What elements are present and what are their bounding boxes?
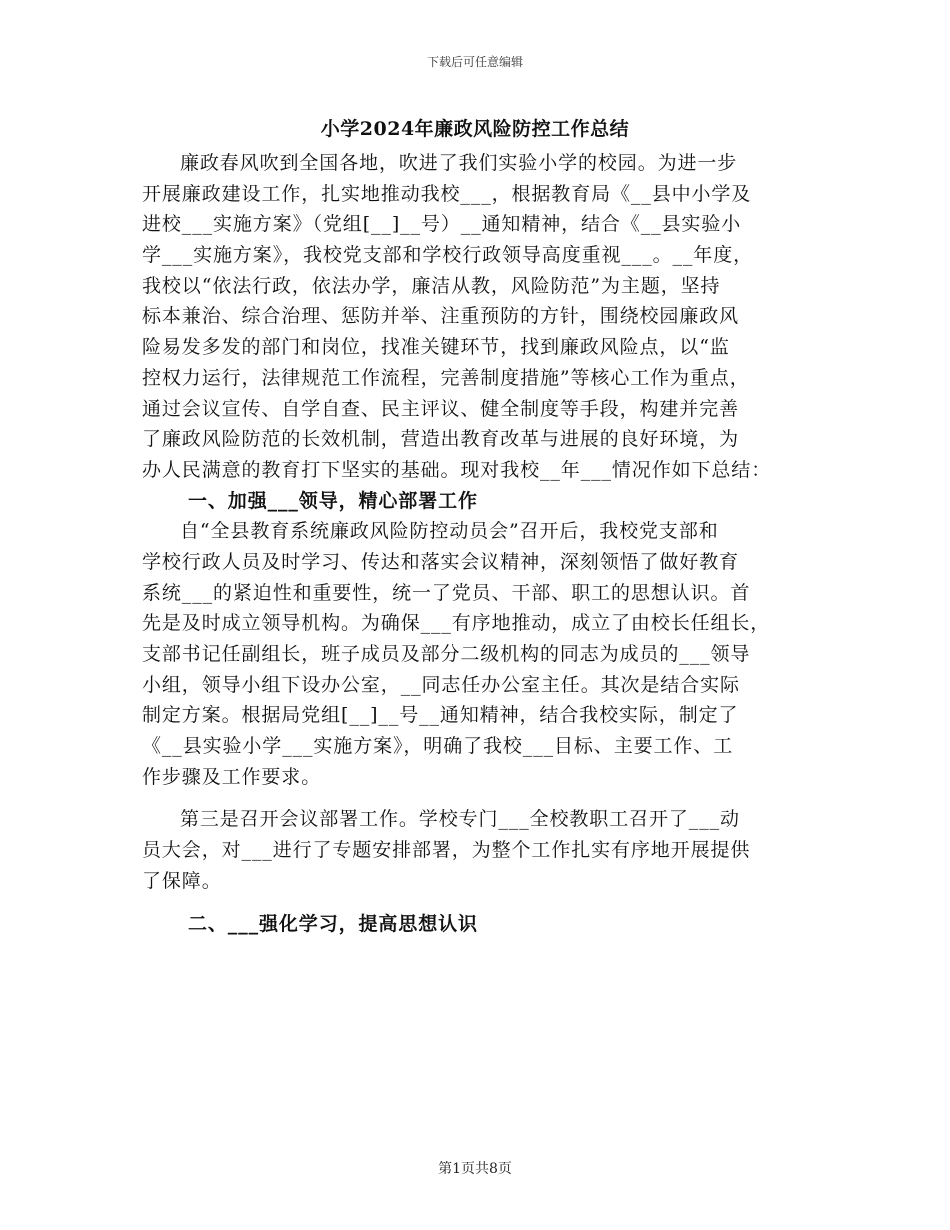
header-note: 下载后可任意编辑 <box>426 55 523 69</box>
text-line: 小组，领导小组下设办公室，__同志任办公室主任。其次是结合实际 <box>142 673 740 696</box>
page-footer: 第1页共8页 <box>438 1161 512 1177</box>
text-line: 支部书记任副组长，班子成员及部分二级机构的同志为成员的___领导 <box>142 643 751 665</box>
text-line: 员大会，对___进行了专题安排部署，为整个工作扎实有序地开展提供 <box>142 839 751 862</box>
text-line: 险易发多发的部门和岗位，找准关键环节，找到廉政风险点，以“监 <box>142 336 730 359</box>
paragraph-section-1 <box>142 516 814 792</box>
text-line: 制定方案。根据局党组[__]__号__通知精神，结合我校实际，制定了 <box>142 704 739 727</box>
text-line: 了廉政风险防范的长效机制，营造出教育改革与进展的良好环境，为 <box>142 428 740 451</box>
text-line: 进校___实施方案》（党组[__]__号）__通知精神，结合《__县实验小 <box>142 213 742 236</box>
text-line: 第三是召开会议部署工作。学校专门___全校教职工召开了___动 <box>180 808 740 831</box>
text-line: 廉政春风吹到全国各地，吹进了我们实验小学的校园。为进一步 <box>180 152 738 174</box>
section-heading-2: 二、___强化学习，提高思想认识 <box>188 912 478 935</box>
text-line: 标本兼治、综合治理、惩防并举、注重预防的方针，围绕校园廉政风 <box>142 305 740 328</box>
paragraph-section-1b <box>142 804 814 896</box>
text-line: 先是及时成立领导机构。为确保___有序地推动，成立了由校长任组长， <box>142 612 771 635</box>
text-line: 《__县实验小学___实施方案》，明确了我校___目标、主要工作、工 <box>142 735 734 758</box>
text-line: 我校以“依法行政，依法办学，廉洁从教，风险防范”为主题，坚持 <box>142 274 721 297</box>
document-title: 小学2024年廉政风险防控工作总结 <box>320 118 630 140</box>
text-line: 开展廉政建设工作，扎实地推动我校___，根据教育局《__县中小学及 <box>142 182 752 205</box>
text-line: 控权力运行，法律规范工作流程，完善制度措施”等核心工作为重点， <box>142 366 750 389</box>
text-line: 学校行政人员及时学习、传达和落实会议精神，深刻领悟了做好教育 <box>142 550 740 573</box>
section-heading-1: 一、加强___领导，精心部署工作 <box>188 489 478 512</box>
text-line: 系统___的紧迫性和重要性，统一了党员、干部、职工的思想认识。首 <box>142 581 751 604</box>
text-line: 办人民满意的教育打下坚实的基础。现对我校__年___情况作如下总结： <box>142 458 772 481</box>
text-line: 学___实施方案》，我校党支部和学校行政领导高度重视___。__年度， <box>142 244 754 267</box>
document-body <box>142 148 814 939</box>
text-line: 自“全县教育系统廉政风险防控动员会”召开后，我校党支部和 <box>180 520 719 543</box>
text-line: 作步骤及工作要求。 <box>142 765 322 788</box>
text-line: 通过会议宣传、自学自查、民主评议、健全制度等手段，构建并完善 <box>142 397 740 420</box>
paragraph-intro <box>142 148 814 486</box>
text-line: 了保障。 <box>142 869 222 892</box>
